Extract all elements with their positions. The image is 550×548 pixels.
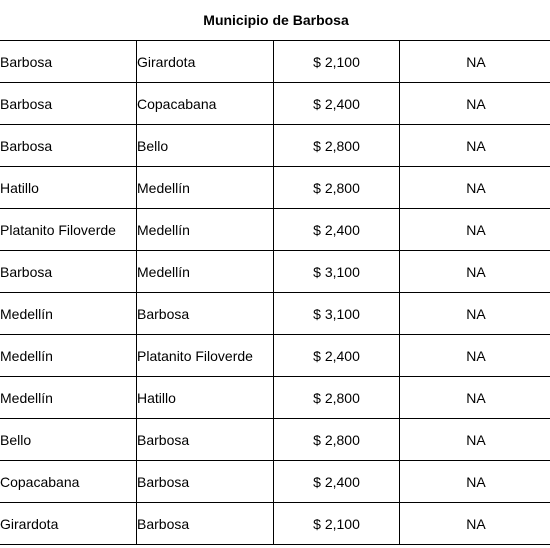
extra-cell: NA xyxy=(400,461,550,503)
price-cell: $ 2,100 xyxy=(274,503,400,545)
destination-cell: Hatillo xyxy=(137,377,274,419)
origin-cell: Platanito Filoverde xyxy=(0,209,137,251)
extra-cell: NA xyxy=(400,503,550,545)
price-cell: $ 3,100 xyxy=(274,293,400,335)
origin-cell: Girardota xyxy=(0,503,137,545)
table-row xyxy=(0,335,550,377)
extra-cell: NA xyxy=(400,209,550,251)
price-cell: $ 3,100 xyxy=(274,251,400,293)
destination-cell: Copacabana xyxy=(137,83,274,125)
destination-cell: Girardota xyxy=(137,41,274,83)
table-row xyxy=(0,461,550,503)
origin-cell: Medellín xyxy=(0,377,137,419)
extra-cell: NA xyxy=(400,335,550,377)
price-cell: $ 2,800 xyxy=(274,377,400,419)
destination-cell: Medellín xyxy=(137,209,274,251)
destination-cell: Barbosa xyxy=(137,293,274,335)
table-row xyxy=(0,167,550,209)
price-cell: $ 2,800 xyxy=(274,167,400,209)
table-row xyxy=(0,83,550,125)
price-cell: $ 2,400 xyxy=(274,335,400,377)
origin-cell: Barbosa xyxy=(0,125,137,167)
table-row xyxy=(0,41,550,83)
extra-cell: NA xyxy=(400,125,550,167)
destination-cell: Barbosa xyxy=(137,503,274,545)
table-row xyxy=(0,293,550,335)
extra-cell: NA xyxy=(400,83,550,125)
destination-cell: Barbosa xyxy=(137,419,274,461)
extra-cell: NA xyxy=(400,293,550,335)
origin-cell: Barbosa xyxy=(0,251,137,293)
table-row xyxy=(0,503,550,545)
destination-cell: Barbosa xyxy=(137,461,274,503)
table-body xyxy=(0,41,550,545)
destination-cell: Platanito Filoverde xyxy=(137,335,274,377)
extra-cell: NA xyxy=(400,167,550,209)
destination-cell: Bello xyxy=(137,125,274,167)
price-cell: $ 2,400 xyxy=(274,83,400,125)
origin-cell: Hatillo xyxy=(0,167,137,209)
origin-cell: Medellín xyxy=(0,293,137,335)
table-row xyxy=(0,419,550,461)
origin-cell: Medellín xyxy=(0,335,137,377)
price-cell: $ 2,400 xyxy=(274,209,400,251)
destination-cell: Medellín xyxy=(137,251,274,293)
table-row xyxy=(0,125,550,167)
price-cell: $ 2,400 xyxy=(274,461,400,503)
table-row xyxy=(0,377,550,419)
origin-cell: Barbosa xyxy=(0,41,137,83)
extra-cell: NA xyxy=(400,419,550,461)
origin-cell: Barbosa xyxy=(0,83,137,125)
price-cell: $ 2,100 xyxy=(274,41,400,83)
extra-cell: NA xyxy=(400,377,550,419)
table-title: Municipio de Barbosa xyxy=(0,0,550,41)
destination-cell: Medellín xyxy=(137,167,274,209)
extra-cell: NA xyxy=(400,41,550,83)
origin-cell: Copacabana xyxy=(0,461,137,503)
extra-cell: NA xyxy=(400,251,550,293)
price-cell: $ 2,800 xyxy=(274,419,400,461)
origin-cell: Bello xyxy=(0,419,137,461)
table-row xyxy=(0,209,550,251)
table-header-row xyxy=(0,0,550,41)
table-row xyxy=(0,251,550,293)
price-cell: $ 2,800 xyxy=(274,125,400,167)
